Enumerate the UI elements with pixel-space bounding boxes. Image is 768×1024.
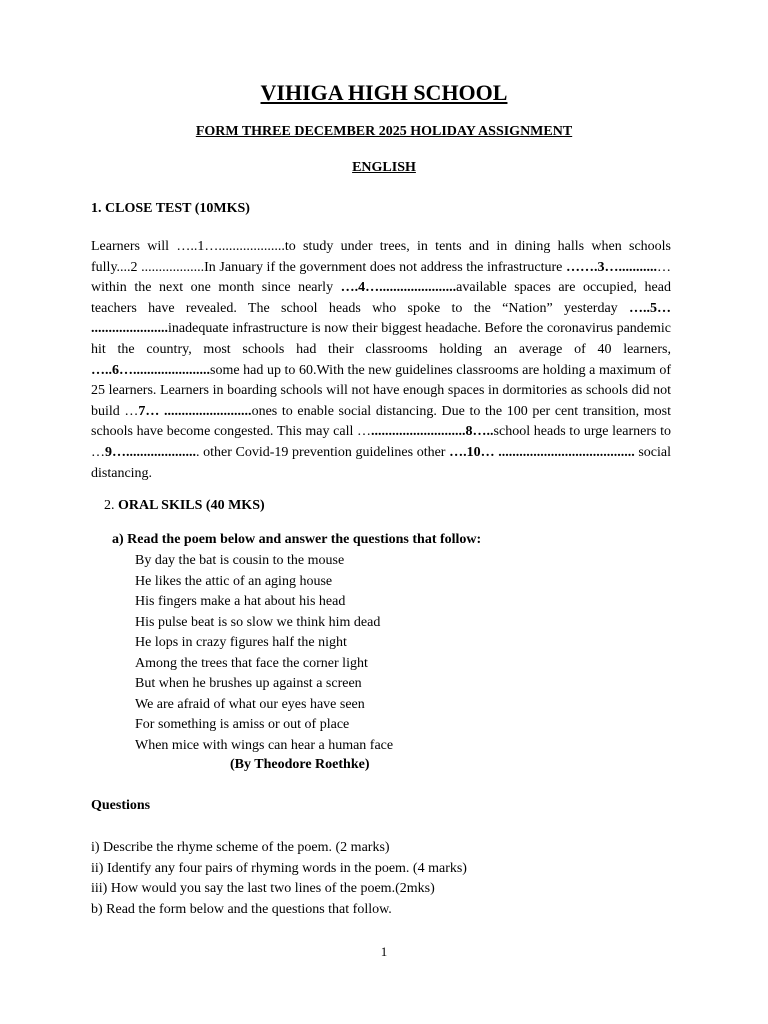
blank-9: 9….................... [105, 444, 196, 460]
poem-line: His fingers make a hat about his head [135, 594, 346, 609]
poem-line: By day the bat is cousin to the mouse [135, 553, 345, 568]
blank-10: ….10… ....................................... [449, 444, 635, 460]
question-item: iii) How would you say the last two lines of the poem.(2mks) [91, 881, 435, 896]
question-item: ii) Identify any four pairs of rhyming words in the poem. (4 marks) [91, 860, 467, 876]
school-title: VIHIGA HIGH SCHOOL [260, 80, 508, 105]
page-number: 1 [380, 944, 388, 959]
cloze-text: some had up to 60.With the new guidelines classrooms are holding a maximum of 25 learners. Learners in boarding schools will not have enough spaces in dormitories as schools did not build … [91, 362, 671, 419]
cloze-text: ones to enable social distancing. Due to the 100 per cent transition, most schools have become congested. This may call … [91, 403, 672, 440]
section1-heading: 1. CLOSE TEST (10MKS) [91, 201, 250, 216]
cloze-text: available spaces are occupied, head teachers have revealed. The school heads who spoke to the “Nation” yesterday [91, 280, 671, 316]
cloze-text: …within the next one month since nearly [91, 259, 671, 296]
poem-line: His pulse beat is so slow we think him dead [135, 614, 381, 630]
blank-7: 7… ......................... [138, 403, 252, 419]
blank-6: …..6…...................... [91, 362, 210, 378]
poem-line: Among the trees that face the corner light [135, 655, 368, 671]
section2-heading [104, 498, 265, 514]
cloze-text: social distancing. [91, 444, 671, 481]
poem-line: For something is amiss or out of place [135, 717, 350, 732]
poem-author: (By Theodore Roethke) [230, 757, 370, 772]
questions-heading: Questions [91, 798, 151, 813]
blank-3: …….3…........... [566, 259, 657, 275]
assignment-title: FORM THREE DECEMBER 2025 HOLIDAY ASSIGNMENT [195, 124, 573, 139]
section2-title: ORAL SKILS (40 MKS) [118, 498, 265, 513]
blank-4: ….4…...................... [340, 280, 457, 296]
cloze-text: Learners will …..1…...................to study under trees, in tents and in dining halls when schools fully....2 ..................In January if the government does not address the infrastructure [91, 239, 671, 275]
cloze-text: inadequate infrastructure is now their biggest headache. Before the coronavirus pandemic hit the country, most schools had their classrooms holding an average of 40 learners, [91, 321, 671, 357]
poem-line: We are afraid of what our eyes have seen [135, 696, 365, 712]
poem [135, 551, 393, 756]
subject-title: ENGLISH [352, 160, 416, 175]
question-item: b) Read the form below and the questions that follow. [91, 901, 392, 917]
question-item: i) Describe the rhyme scheme of the poem. (2 marks) [91, 840, 390, 855]
cloze-paragraph [91, 237, 671, 484]
part-a-instruction: a) Read the poem below and answer the questions that follow: [112, 532, 482, 547]
blank-5: …..5… ...................... [91, 300, 671, 337]
questions-list [91, 838, 467, 920]
cloze-text: . other Covid-19 prevention guidelines other [196, 444, 450, 460]
poem-line: But when he brushes up against a screen [135, 676, 362, 691]
blank-8: ...........................8….. [371, 424, 494, 440]
cloze-text: school heads to urge learners to … [91, 424, 672, 460]
section2-number: 2. [104, 498, 118, 513]
poem-line: He likes the attic of an aging house [135, 573, 333, 589]
poem-line: When mice with wings can hear a human face [135, 737, 394, 753]
poem-line: He lops in crazy figures half the night [135, 635, 347, 650]
